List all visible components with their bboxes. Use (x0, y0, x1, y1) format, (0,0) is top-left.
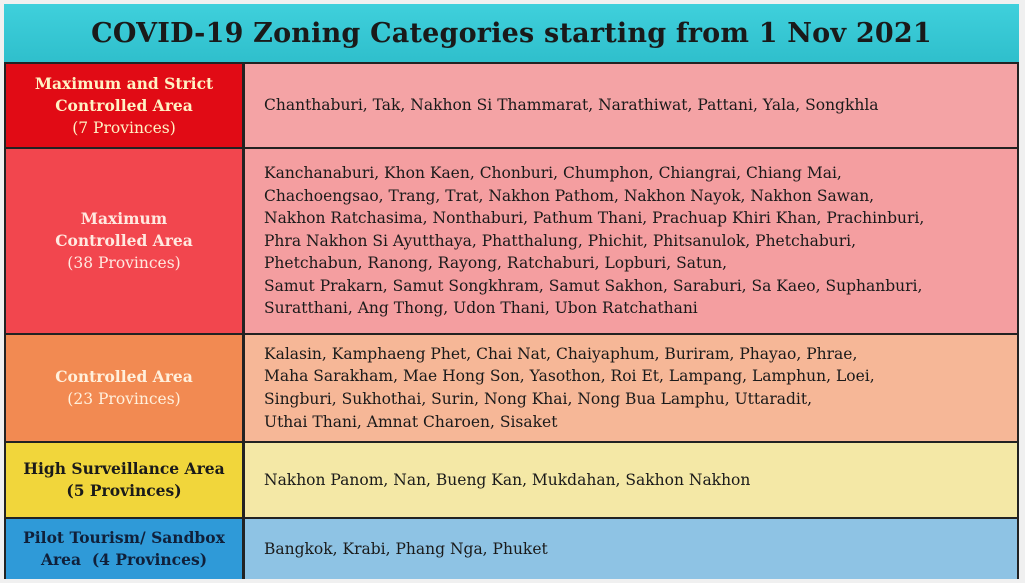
province-list-line: Phra Nakhon Si Ayutthaya, Phatthalung, Phichit, Phitsanulok, Phetchaburi, (264, 231, 857, 250)
zone-category-cell (6, 335, 245, 441)
province-list-line: Suratthani, Ang Thong, Udon Thani, Ubon Ratchathani (264, 299, 698, 318)
zone-row-high-surveillance (6, 443, 1017, 519)
province-list-line: Kanchanaburi, Khon Kaen, Chonburi, Chumphon, Chiangrai, Chiang Mai, (264, 163, 842, 182)
province-list-line: Bangkok, Krabi, Phang Nga, Phuket (264, 539, 548, 558)
zone-province-count: (38 Provinces) (67, 254, 181, 272)
zone-category-cell (6, 519, 245, 579)
zone-name-line: Controlled Area (55, 95, 193, 115)
zone-provinces-cell (245, 335, 1017, 441)
zone-provinces-cell (245, 149, 1017, 333)
zone-provinces-cell (245, 443, 1017, 517)
zone-row-strict-controlled (6, 64, 1017, 149)
province-list-line: Kalasin, Kamphaeng Phet, Chai Nat, Chaiyaphum, Buriram, Phayao, Phrae, (264, 344, 858, 363)
zone-provinces-cell (245, 519, 1017, 579)
zone-category-cell (6, 149, 245, 333)
zone-name-line: Controlled Area (55, 367, 193, 386)
zone-province-count: (23 Provinces) (67, 390, 181, 408)
zone-name-line: Pilot Tourism/ Sandbox (23, 528, 225, 547)
title-bar (4, 4, 1019, 62)
province-list-line: Phetchabun, Ranong, Rayong, Ratchaburi, Lopburi, Satun, (264, 254, 728, 273)
zone-name-line: High Surveillance Area (23, 459, 225, 478)
page-title: COVID-19 Zoning Categories starting from 1 Nov 2021 (91, 17, 932, 49)
zone-row-controlled (6, 335, 1017, 443)
zone-province-count: (4 Provinces) (91, 550, 208, 569)
zone-province-count: (7 Provinces) (72, 118, 176, 137)
zone-name-line: Area (40, 550, 82, 569)
zone-category-cell (6, 64, 245, 147)
province-list-line: Chanthaburi, Tak, Nakhon Si Thammarat, Narathiwat, Pattani, Yala, Songkhla (264, 96, 879, 115)
province-list-line: Samut Prakarn, Samut Songkhram, Samut Sakhon, Saraburi, Sa Kaeo, Suphanburi, (264, 276, 923, 295)
zone-category-cell (6, 443, 245, 517)
zone-name-line: Maximum (80, 209, 168, 228)
zone-row-pilot-tourism (6, 519, 1017, 579)
zone-name-line: Maximum and Strict (34, 73, 214, 93)
province-list-line: Uthai Thani, Amnat Charoen, Sisaket (264, 412, 558, 431)
zone-name-line: Controlled Area (55, 231, 193, 250)
zone-name-line-with-count (41, 549, 207, 571)
zone-provinces-cell (245, 64, 1017, 147)
zone-province-count: (5 Provinces) (66, 481, 182, 500)
province-list-line: Nakhon Ratchasima, Nonthaburi, Pathum Thani, Prachuap Khiri Khan, Prachinburi, (264, 209, 925, 228)
zone-row-maximum-controlled (6, 149, 1017, 335)
province-list-line: Chachoengsao, Trang, Trat, Nakhon Pathom, Nakhon Nayok, Nakhon Sawan, (264, 186, 875, 205)
province-list-line: Nakhon Panom, Nan, Bueng Kan, Mukdahan, Sakhon Nakhon (264, 470, 751, 489)
province-list-line: Singburi, Sukhothai, Surin, Nong Khai, Nong Bua Lamphu, Uttaradit, (264, 390, 813, 408)
zoning-table (4, 62, 1019, 579)
province-list-line: Maha Sarakham, Mae Hong Son, Yasothon, Roi Et, Lampang, Lamphun, Loei, (264, 367, 875, 386)
